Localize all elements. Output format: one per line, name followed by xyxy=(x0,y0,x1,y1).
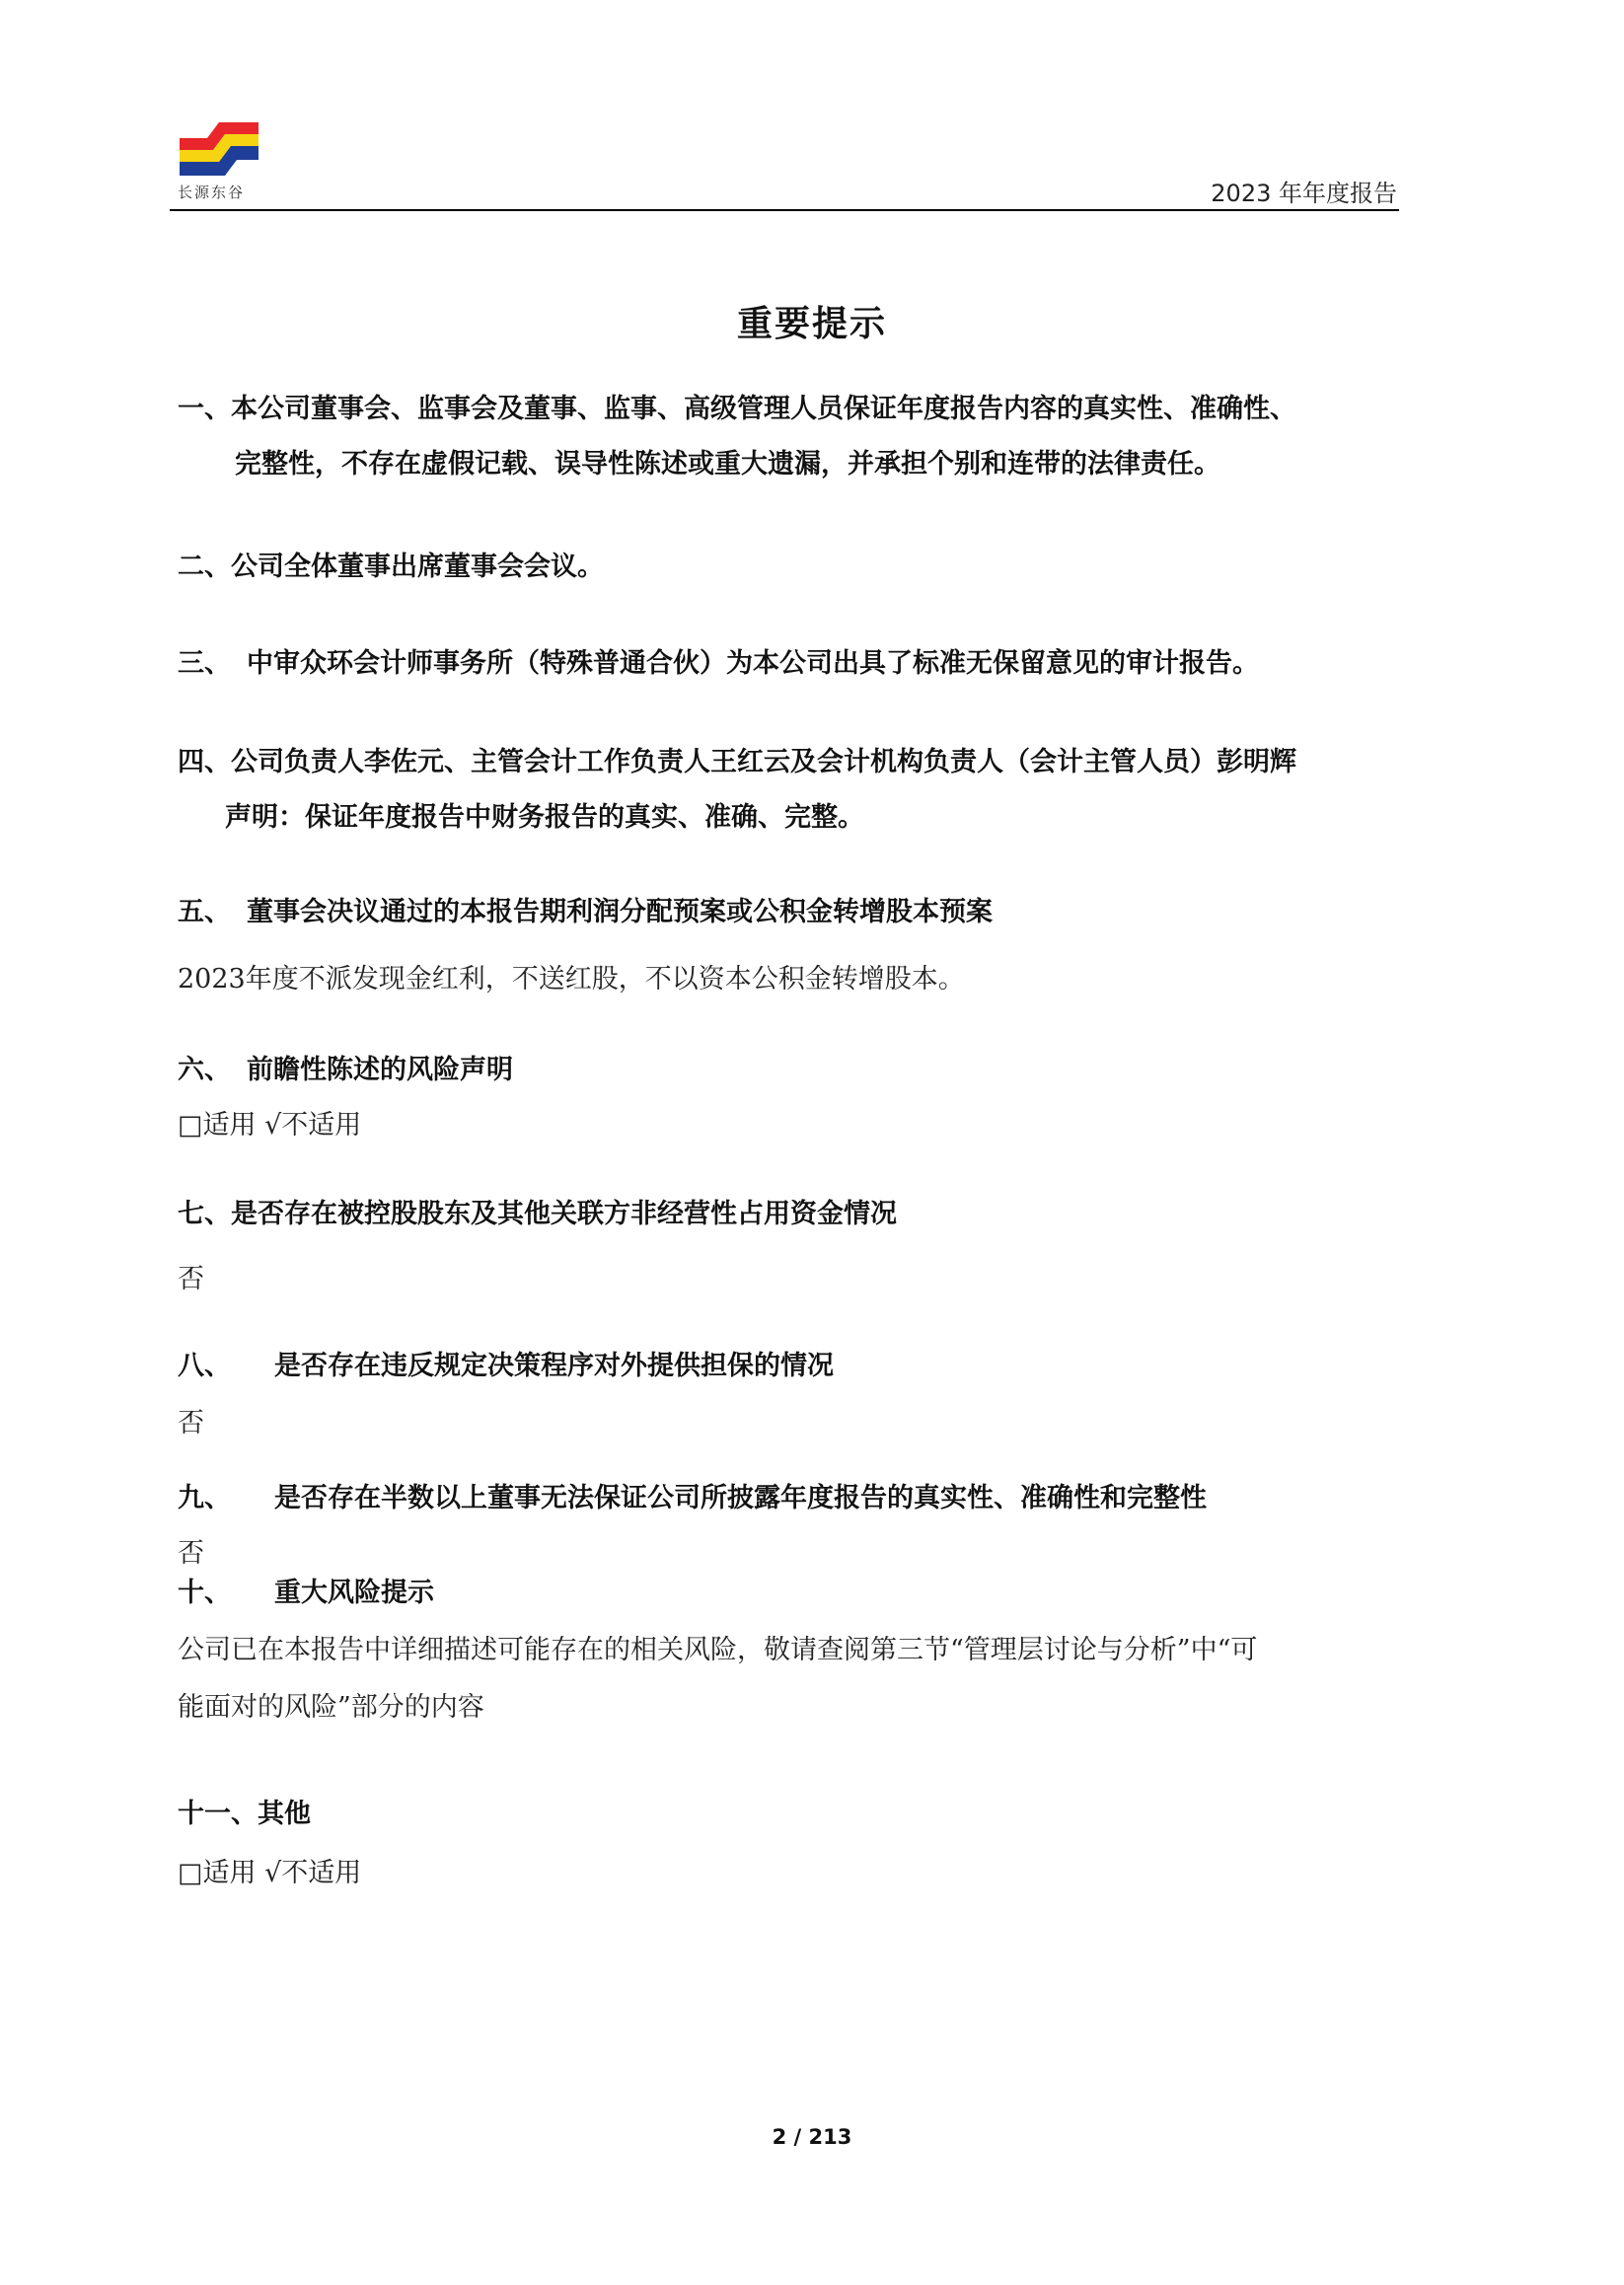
section-8-text: 是否存在违反规定决策程序对外提供担保的情况 xyxy=(274,1351,834,1381)
section-3-text: 中审众环会计师事务所（特殊普通合伙）为本公司出具了标准无保留意见的审计报告。 xyxy=(247,648,1259,679)
section-9-body: 否 xyxy=(178,1538,204,1569)
section-6-text: 前瞻性陈述的风险声明 xyxy=(247,1055,513,1085)
section-10-body-line-1: 公司已在本报告中详细描述可能存在的相关风险，敬请查阅第三节“管理层讨论与分析”中“可 xyxy=(178,1635,1258,1665)
section-8-number: 八、 xyxy=(178,1351,231,1381)
report-title: 2023 年年度报告 xyxy=(1211,180,1397,207)
section-7-text: 是否存在被控股股东及其他关联方非经营性占用资金情况 xyxy=(231,1199,897,1229)
section-1 xyxy=(178,387,1411,425)
section-2 xyxy=(178,545,1411,583)
logo-text: 长源东谷 xyxy=(178,184,246,201)
section-11 xyxy=(178,1792,1411,1830)
section-1-number: 一、 xyxy=(178,394,231,424)
section-7-number: 七、 xyxy=(178,1199,231,1229)
section-10-body-line-2: 能面对的风险”部分的内容 xyxy=(178,1692,484,1723)
section-1-line-2: 完整性，不存在虚假记载、误导性陈述或重大遗漏，并承担个别和连带的法律责任。 xyxy=(235,449,1220,479)
section-11-text: 其他 xyxy=(258,1799,311,1829)
section-9-number: 九、 xyxy=(178,1483,231,1513)
section-6-body: □适用 √不适用 xyxy=(178,1110,362,1141)
section-7 xyxy=(178,1192,1411,1230)
section-10-text: 重大风险提示 xyxy=(274,1578,434,1608)
company-logo xyxy=(178,116,260,203)
section-1-line-1: 本公司董事会、监事会及董事、监事、高级管理人员保证年度报告内容的真实性、准确性、 xyxy=(231,394,1296,424)
section-11-body: □适用 √不适用 xyxy=(178,1858,362,1888)
section-2-text: 公司全体董事出席董事会会议。 xyxy=(231,552,604,582)
section-9 xyxy=(178,1476,1411,1514)
section-6 xyxy=(178,1048,1411,1086)
section-5-text: 董事会决议通过的本报告期利润分配预案或公积金转增股本预案 xyxy=(247,897,993,927)
page-number: 2 / 213 xyxy=(772,2125,852,2149)
section-6-number: 六、 xyxy=(178,1055,231,1085)
section-8-body: 否 xyxy=(178,1408,204,1438)
section-4-number: 四、 xyxy=(178,747,231,777)
section-2-number: 二、 xyxy=(178,552,231,582)
section-7-body: 否 xyxy=(178,1264,204,1294)
section-4-line-1: 公司负责人李佐元、主管会计工作负责人王红云及会计机构负责人（会计主管人员）彭明辉 xyxy=(231,747,1296,777)
section-10-number: 十、 xyxy=(178,1578,231,1608)
section-9-text: 是否存在半数以上董事无法保证公司所披露年度报告的真实性、准确性和完整性 xyxy=(274,1483,1207,1513)
page-title: 重要提示 xyxy=(736,304,887,344)
section-5-number: 五、 xyxy=(178,897,231,927)
section-3 xyxy=(178,641,1411,680)
section-5-body: 2023年度不派发现金红利，不送红股，不以资本公积金转增股本。 xyxy=(178,964,965,995)
section-3-number: 三、 xyxy=(178,648,231,679)
logo-stripes-icon xyxy=(178,116,260,180)
section-10 xyxy=(178,1571,1411,1609)
header-divider xyxy=(170,209,1399,211)
section-4-line-2: 声明：保证年度报告中财务报告的真实、准确、完整。 xyxy=(225,802,864,833)
section-4 xyxy=(178,740,1411,778)
section-11-number: 十一、 xyxy=(178,1799,258,1829)
section-5 xyxy=(178,890,1411,928)
section-8 xyxy=(178,1344,1411,1382)
